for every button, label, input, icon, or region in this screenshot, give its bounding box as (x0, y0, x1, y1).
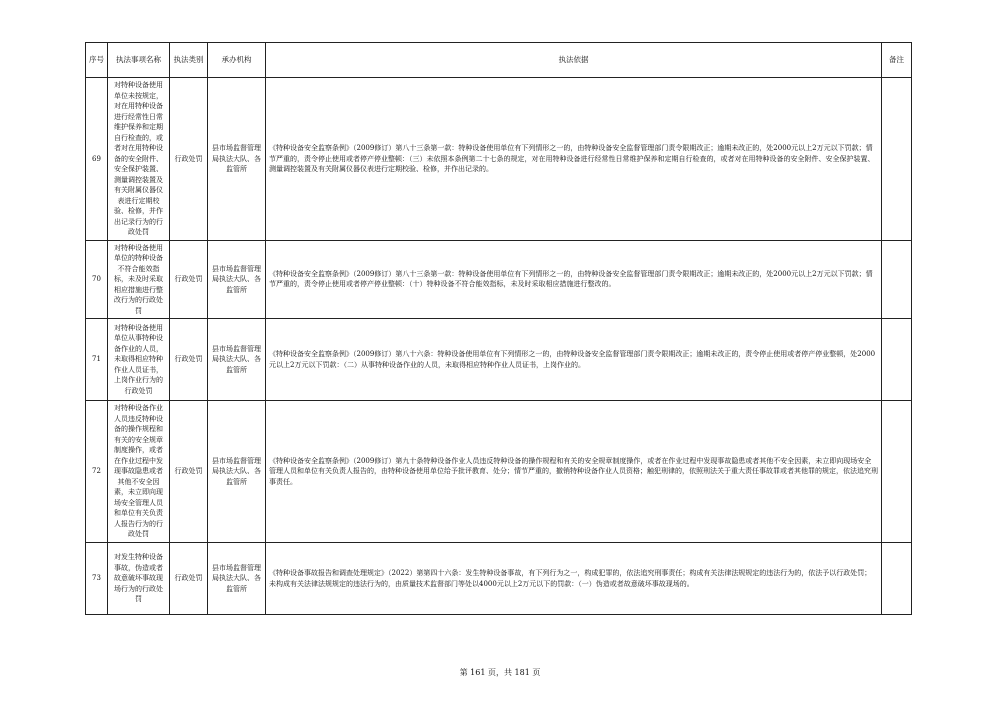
row-number: 72 (86, 401, 108, 543)
table-row (86, 543, 912, 615)
header-org: 承办机构 (208, 43, 266, 78)
item-name: 对特种设备使用单位从事特种设备作业的人员，未取得相应特种作业人员证书，上岗作业行为的行政处罚 (108, 319, 170, 401)
legal-basis: 《特种设备安全监察条例》（2009修订）第八十六条：特种设备使用单位有下列情形之一的，由特种设备安全监督管理部门责令限期改正；逾期未改正的，责令停止使用或者停产停业整顿，处2000元以上2万元以下罚款：（二）从事特种设备作业的人员，未取得相应特种作业人员证书，上岗作业的。 (266, 319, 882, 401)
table-row (86, 240, 912, 319)
page-footer: 第 161 页，共 181 页 (459, 668, 541, 677)
handling-organization: 县市场监督管理局执法大队、各监管所 (208, 319, 266, 401)
row-number: 71 (86, 319, 108, 401)
table-row (86, 401, 912, 543)
legal-basis: 《特种设备事故报告和调查处理规定》（2022）第第四十六条：发生特种设备事故，有下列行为之一，构成犯罪的，依法追究刑事责任；构成有关法律法规规定的违法行为的，依法予以行政处罚；未构成有关法律法规规定的违法行为的，由质量技术监督部门等处以4000元以上2万元以下的罚款：（一）伪造或者故意破坏事故现场的。 (266, 543, 882, 615)
enforcement-type: 行政处罚 (170, 240, 208, 319)
header-type: 执法类别 (170, 43, 208, 78)
remark (882, 401, 912, 543)
remark (882, 240, 912, 319)
handling-organization: 县市场监督管理局执法大队、各监管所 (208, 240, 266, 319)
enforcement-type: 行政处罚 (170, 401, 208, 543)
header-item: 执法事项名称 (108, 43, 170, 78)
enforcement-type: 行政处罚 (170, 78, 208, 241)
row-number: 73 (86, 543, 108, 615)
table-row (86, 78, 912, 241)
enforcement-type: 行政处罚 (170, 543, 208, 615)
legal-basis: 《特种设备安全监察条例》（2009修订）第八十三条第一款：特种设备使用单位有下列情形之一的，由特种设备安全监督管理部门责令限期改正；逾期未改正的，处2000元以上2万元以下罚款；情节严重的，责令停止使用或者停产停业整顿：（三）未依照本条例第二十七条的规定，对在用特种设备进行经常性日常维护保养和定期自行检查的，或者对在用特种设备的安全附件、安全保护装置、测量调控装置及有关附属仪器仪表进行定期校验、检修，并作出记录的。 (266, 78, 882, 241)
enforcement-table (85, 42, 912, 615)
item-name: 对特种设备作业人员违反特种设备的操作规程和有关的安全规章制度操作，或者在作业过程中发现事故隐患或者其他不安全因素，未立即向现场安全管理人员和单位有关负责人报告行为的行政处罚 (108, 401, 170, 543)
header-no: 序号 (86, 43, 108, 78)
item-name: 对发生特种设备事故，伪造或者故意破坏事故现场行为的行政处罚 (108, 543, 170, 615)
row-number: 70 (86, 240, 108, 319)
table-header-row (86, 43, 912, 78)
row-number: 69 (86, 78, 108, 241)
handling-organization: 县市场监督管理局执法大队、各监管所 (208, 78, 266, 241)
item-name: 对特种设备使用单位的特种设备不符合能效指标，未及时采取相应措施进行整改行为的行政处罚 (108, 240, 170, 319)
legal-basis: 《特种设备安全监察条例》（2009修订）第九十条特种设备作业人员违反特种设备的操作规程和有关的安全规章制度操作，或者在作业过程中发现事故隐患或者其他不安全因素，未立即向现场安全管理人员和单位有关负责人报告的，由特种设备使用单位给予批评教育、处分；情节严重的，撤销特种设备作业人员资格；触犯刑律的，依照刑法关于重大责任事故罪或者其他罪的规定，依法追究刑事责任。 (266, 401, 882, 543)
item-name: 对特种设备使用单位未按规定，对在用特种设备进行经常性日常维护保养和定期自行检查的，或者对在用特种设备的安全附件、安全保护装置、测量调控装置及有关附属仪器仪表进行定期校验、检修，并作出记录行为的行政处罚 (108, 78, 170, 241)
handling-organization: 县市场监督管理局执法大队、各监管所 (208, 401, 266, 543)
remark (882, 78, 912, 241)
enforcement-type: 行政处罚 (170, 319, 208, 401)
remark (882, 319, 912, 401)
handling-organization: 县市场监督管理局执法大队、各监管所 (208, 543, 266, 615)
legal-basis: 《特种设备安全监察条例》（2009修订）第八十三条第一款：特种设备使用单位有下列情形之一的，由特种设备安全监督管理部门责令限期改正；逾期未改正的，处2000元以上2万元以下罚款；情节严重的，责令停止使用或者停产停业整顿：（十）特种设备不符合能效指标，未及时采取相应措施进行整改的。 (266, 240, 882, 319)
header-remark: 备注 (882, 43, 912, 78)
header-basis: 执法依据 (266, 43, 882, 78)
remark (882, 543, 912, 615)
table-row (86, 319, 912, 401)
